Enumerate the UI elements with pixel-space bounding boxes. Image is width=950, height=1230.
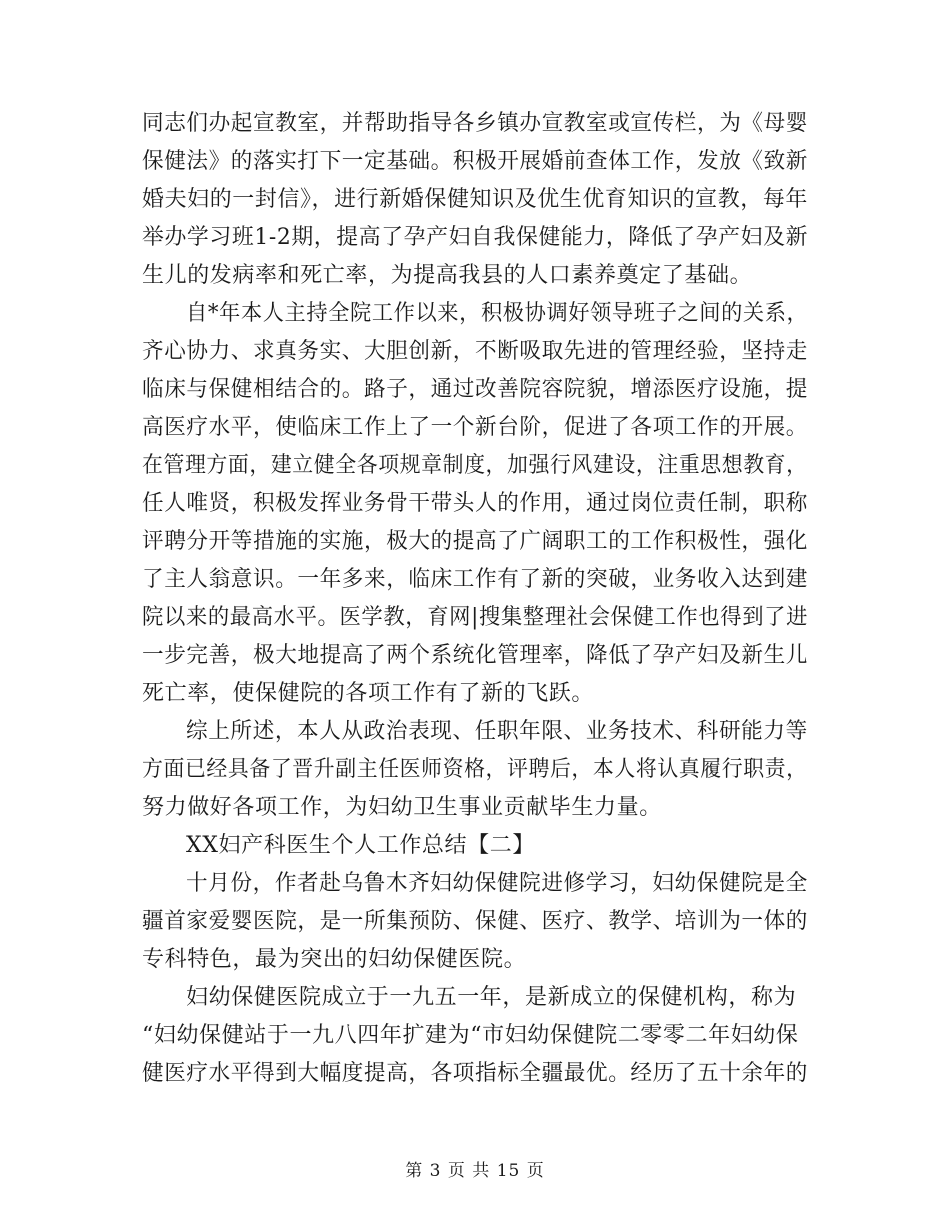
text-line: 努力做好各项工作，为妇幼卫生事业贡献毕生力量。 [142,795,662,820]
text-line: 疆首家爱婴医院，是一所集预防、保健、医疗、教学、培训为一体的 [142,909,809,934]
text-line: 方面已经具备了晋升副主任医师资格，评聘后，本人将认真履行职责， [142,757,808,782]
text-line: 十月份，作者赴乌鲁木齐妇幼保健院进修学习，妇幼保健院是全 [186,871,808,896]
text-line: 临床与保健相结合的。路子，通过改善院容院貌，增添医疗设施，提 [142,377,809,402]
text-line: 一步完善，极大地提高了两个系统化管理率，降低了孕产妇及新生儿 [142,643,809,668]
text-line: 保健法》的落实打下一定基础。积极开展婚前查体工作，发放《致新 [142,149,809,174]
text-line: 了主人翁意识。一年多来，临床工作有了新的突破，业务收入达到建 [142,567,809,592]
page-footer: 第 3 页 共 15 页 [405,1161,545,1181]
text-line: 综上所述，本人从政治表现、任职年限、业务技术、科研能力等 [186,719,808,744]
text-line: 健医疗水平得到大幅度提高，各项指标全疆最优。经历了五十余年的 [142,1061,809,1086]
text-line: 齐心协力、求真务实、大胆创新，不断吸取先进的管理经验，坚持走 [142,339,809,364]
text-line: 生儿的发病率和死亡率，为提高我县的人口素养奠定了基础。 [142,263,753,288]
text-line: 同志们办起宣教室，并帮助指导各乡镇办宣教室或宣传栏，为《母婴 [142,111,809,136]
text-line: 评聘分开等措施的实施，极大的提高了广阔职工的工作积极性，强化 [142,529,809,554]
text-line: 专科特色，最为突出的妇幼保健医院。 [142,947,527,972]
text-line: “妇幼保健站于一九八四年扩建为“市妇幼保健院二零零二年妇幼保 [142,1023,799,1048]
text-line: 任人唯贤，积极发挥业务骨干带头人的作用，通过岗位责任制，职称 [142,491,809,516]
text-line: 自*年本人主持全院工作以来，积极协调好领导班子之间的关系， [186,301,809,326]
text-line: 院以来的最高水平。医学教，育网|搜集整理社会保健工作也得到了进 [142,605,809,630]
text-line: 在管理方面，建立健全各项规章制度，加强行风建设，注重思想教育， [142,453,808,478]
text-line: 婚夫妇的一封信》，进行新婚保健知识及优生优育知识的宣教，每年 [142,187,809,212]
text-line: 妇幼保健医院成立于一九五一年，是新成立的保健机构，称为 [186,985,797,1010]
text-line: 死亡率，使保健院的各项工作有了新的飞跃。 [142,681,595,706]
text-line: 举办学习班1-2期，提高了孕产妇自我保健能力，降低了孕产妇及新 [142,225,809,250]
section-heading: XX妇产科医生个人工作总结【二】 [186,833,535,858]
text-line: 高医疗水平，使临床工作上了一个新台阶，促进了各项工作的开展。 [142,415,809,440]
